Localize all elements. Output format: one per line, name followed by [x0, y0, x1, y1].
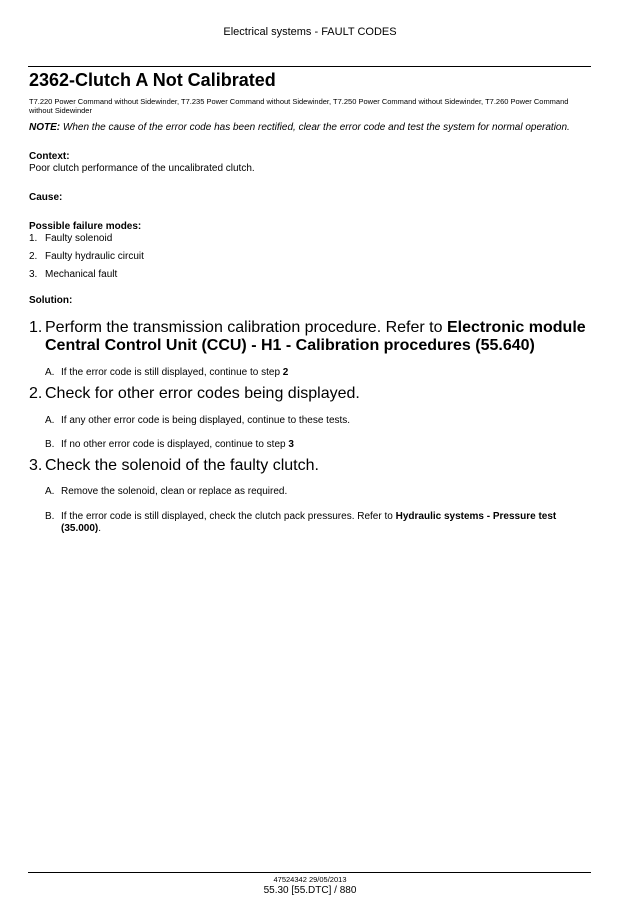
solution-substep	[45, 439, 591, 451]
list-item	[29, 269, 591, 281]
footer-divider	[28, 872, 591, 873]
step-number: 2.	[29, 385, 43, 402]
page-reference: 55.30 [55.DTC] / 880	[263, 885, 357, 896]
list-text: Faulty solenoid	[45, 233, 113, 244]
step-reference-link[interactable]: Electronic module Central Control Unit (CCU) - H1 - Calibration procedures (55.640)	[45, 319, 586, 354]
solution-substep	[45, 511, 591, 535]
step-text	[45, 319, 591, 355]
list-number: 2.	[29, 251, 38, 262]
step-reference-link[interactable]: Hydraulic systems - Pressure test (35.000)	[61, 511, 557, 534]
list-item	[29, 233, 591, 245]
list-number: 3.	[29, 269, 38, 280]
context-text: Poor clutch performance of the uncalibrated clutch.	[29, 163, 255, 174]
context-heading: Context:	[29, 151, 70, 162]
substep-text	[61, 367, 591, 379]
solution-step	[29, 457, 591, 475]
page-header: Electrical systems - FAULT CODES	[223, 26, 397, 38]
substep-instruction: If the error code is still displayed, check the clutch pack pressures. Refer to	[61, 511, 393, 522]
note-label: NOTE:	[29, 122, 61, 133]
solution-substep	[45, 486, 591, 498]
step-text: Check the solenoid of the faulty clutch.	[45, 457, 319, 474]
substep-letter: B.	[45, 439, 55, 450]
solution-substep	[45, 367, 591, 379]
substep-letter: A.	[45, 415, 55, 426]
solution-heading: Solution:	[29, 295, 73, 306]
step-reference: 2	[282, 367, 289, 378]
failure-modes-heading: Possible failure modes:	[29, 221, 142, 232]
substep-letter: B.	[45, 511, 55, 522]
substep-text: If any other error code is being displayed, continue to these tests.	[61, 415, 351, 426]
step-number: 1.	[29, 319, 43, 336]
document-body	[29, 69, 591, 535]
step-instruction: Perform the transmission calibration procedure. Refer to	[45, 319, 443, 336]
substep-text	[61, 511, 591, 535]
page-title: 2362-Clutch A Not Calibrated	[29, 70, 276, 90]
note-text: When the cause of the error code has been rectified, clear the error code and test the system for normal operation.	[62, 122, 570, 133]
substep-text	[61, 439, 591, 451]
applicable-models: T7.220 Power Command without Sidewinder, T7.235 Power Command without Sidewinder, T7.250 Power Command without Sidewinder, T7.260 Power Command without Sidewinder	[29, 97, 569, 115]
solution-step	[29, 385, 591, 403]
header-divider	[28, 66, 591, 67]
solution-step	[29, 319, 591, 355]
list-item	[29, 251, 591, 263]
list-number: 1.	[29, 233, 38, 244]
substep-instruction: If no other error code is displayed, continue to step	[61, 439, 286, 450]
substep-letter: A.	[45, 367, 55, 378]
step-text: Check for other error codes being displayed.	[45, 385, 360, 402]
note-paragraph	[29, 122, 591, 134]
failure-modes-list	[29, 233, 591, 281]
solution-substep	[45, 415, 591, 427]
substep-instruction: If the error code is still displayed, continue to step	[61, 367, 281, 378]
step-reference: 3	[288, 439, 294, 450]
document-code: 47524342 29/05/2013	[273, 875, 347, 884]
substep-text: Remove the solenoid, clean or replace as required.	[61, 486, 288, 497]
list-text: Mechanical fault	[45, 269, 118, 280]
list-text: Faulty hydraulic circuit	[45, 251, 144, 262]
solution-steps	[29, 319, 591, 535]
step-number: 3.	[29, 457, 43, 474]
sentence-end: .	[98, 523, 102, 534]
substep-letter: A.	[45, 486, 55, 497]
cause-heading: Cause:	[29, 192, 63, 203]
